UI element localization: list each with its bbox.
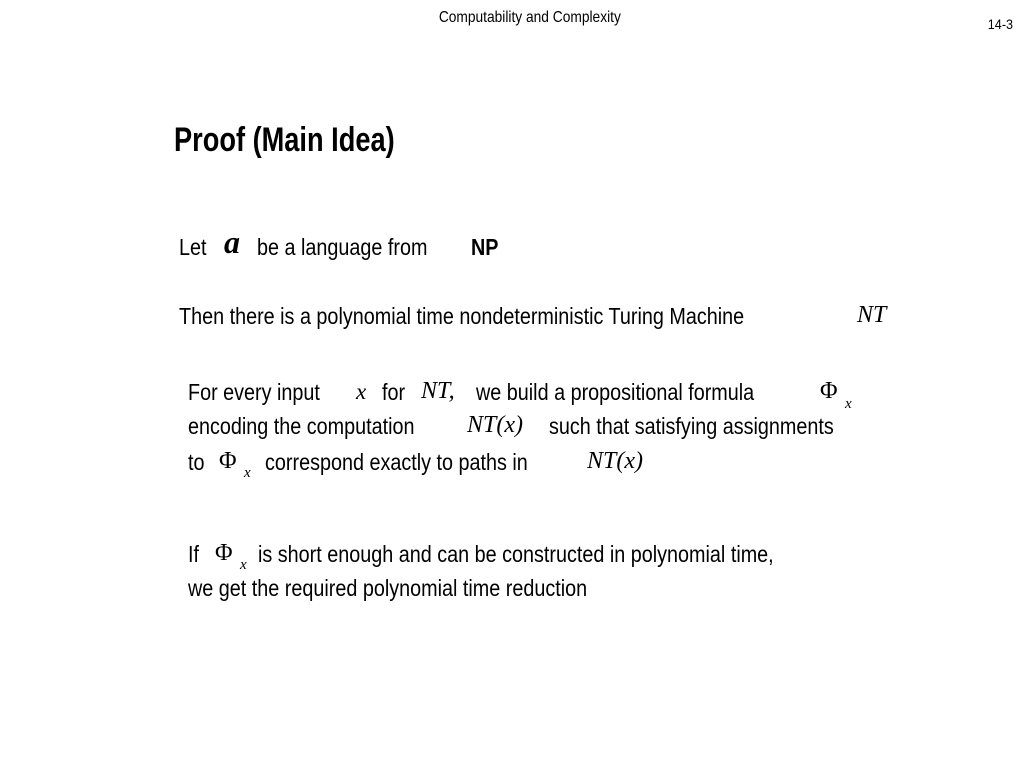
p1-l2-a: encoding the computation — [188, 413, 415, 439]
computation-ntx: NT(x) — [467, 412, 523, 438]
line2-text: Then there is a polynomial time nondeterministic Turing Machine — [179, 303, 745, 329]
machine-nt: NT — [857, 302, 887, 328]
page-number — [985, 16, 1013, 32]
variable-a: a — [224, 224, 240, 260]
input-x: x — [356, 379, 367, 404]
line1-middle: be a language from — [257, 234, 428, 260]
p1-l2-b: such that satisfying assignments — [549, 413, 834, 439]
machine-nt-ref: NT, — [421, 378, 455, 404]
phi-subscript-x: x — [845, 396, 852, 412]
p1-l3-a: to — [188, 449, 205, 475]
p1-l1-a: For every input — [188, 379, 320, 405]
line1-prefix: Let — [179, 234, 207, 260]
phi-subscript-x-2: x — [244, 465, 251, 481]
class-np: NP — [471, 234, 499, 260]
p2-l1-a: If — [188, 541, 199, 567]
header-title — [0, 9, 1024, 27]
phi-symbol: Φ — [820, 378, 838, 404]
header-title-text: Computability and Complexity — [438, 9, 622, 26]
slide-title-text: Proof (Main Idea) — [174, 121, 395, 159]
page-number-text: 14-3 — [987, 16, 1013, 32]
p1-l3-b: correspond exactly to paths in — [265, 449, 528, 475]
phi-subscript-x-3: x — [240, 557, 247, 573]
phi-symbol-3: Φ — [215, 540, 233, 566]
phi-symbol-2: Φ — [219, 448, 237, 474]
p2-l2: we get the required polynomial time reduction — [188, 575, 588, 601]
p2-l1-b: is short enough and can be constructed in polynomial time, — [258, 541, 774, 567]
p1-l1-for: for — [382, 379, 406, 405]
slide-title — [174, 121, 450, 160]
p1-l1-b: we build a propositional formula — [476, 379, 755, 405]
paths-ntx: NT(x) — [587, 448, 643, 474]
